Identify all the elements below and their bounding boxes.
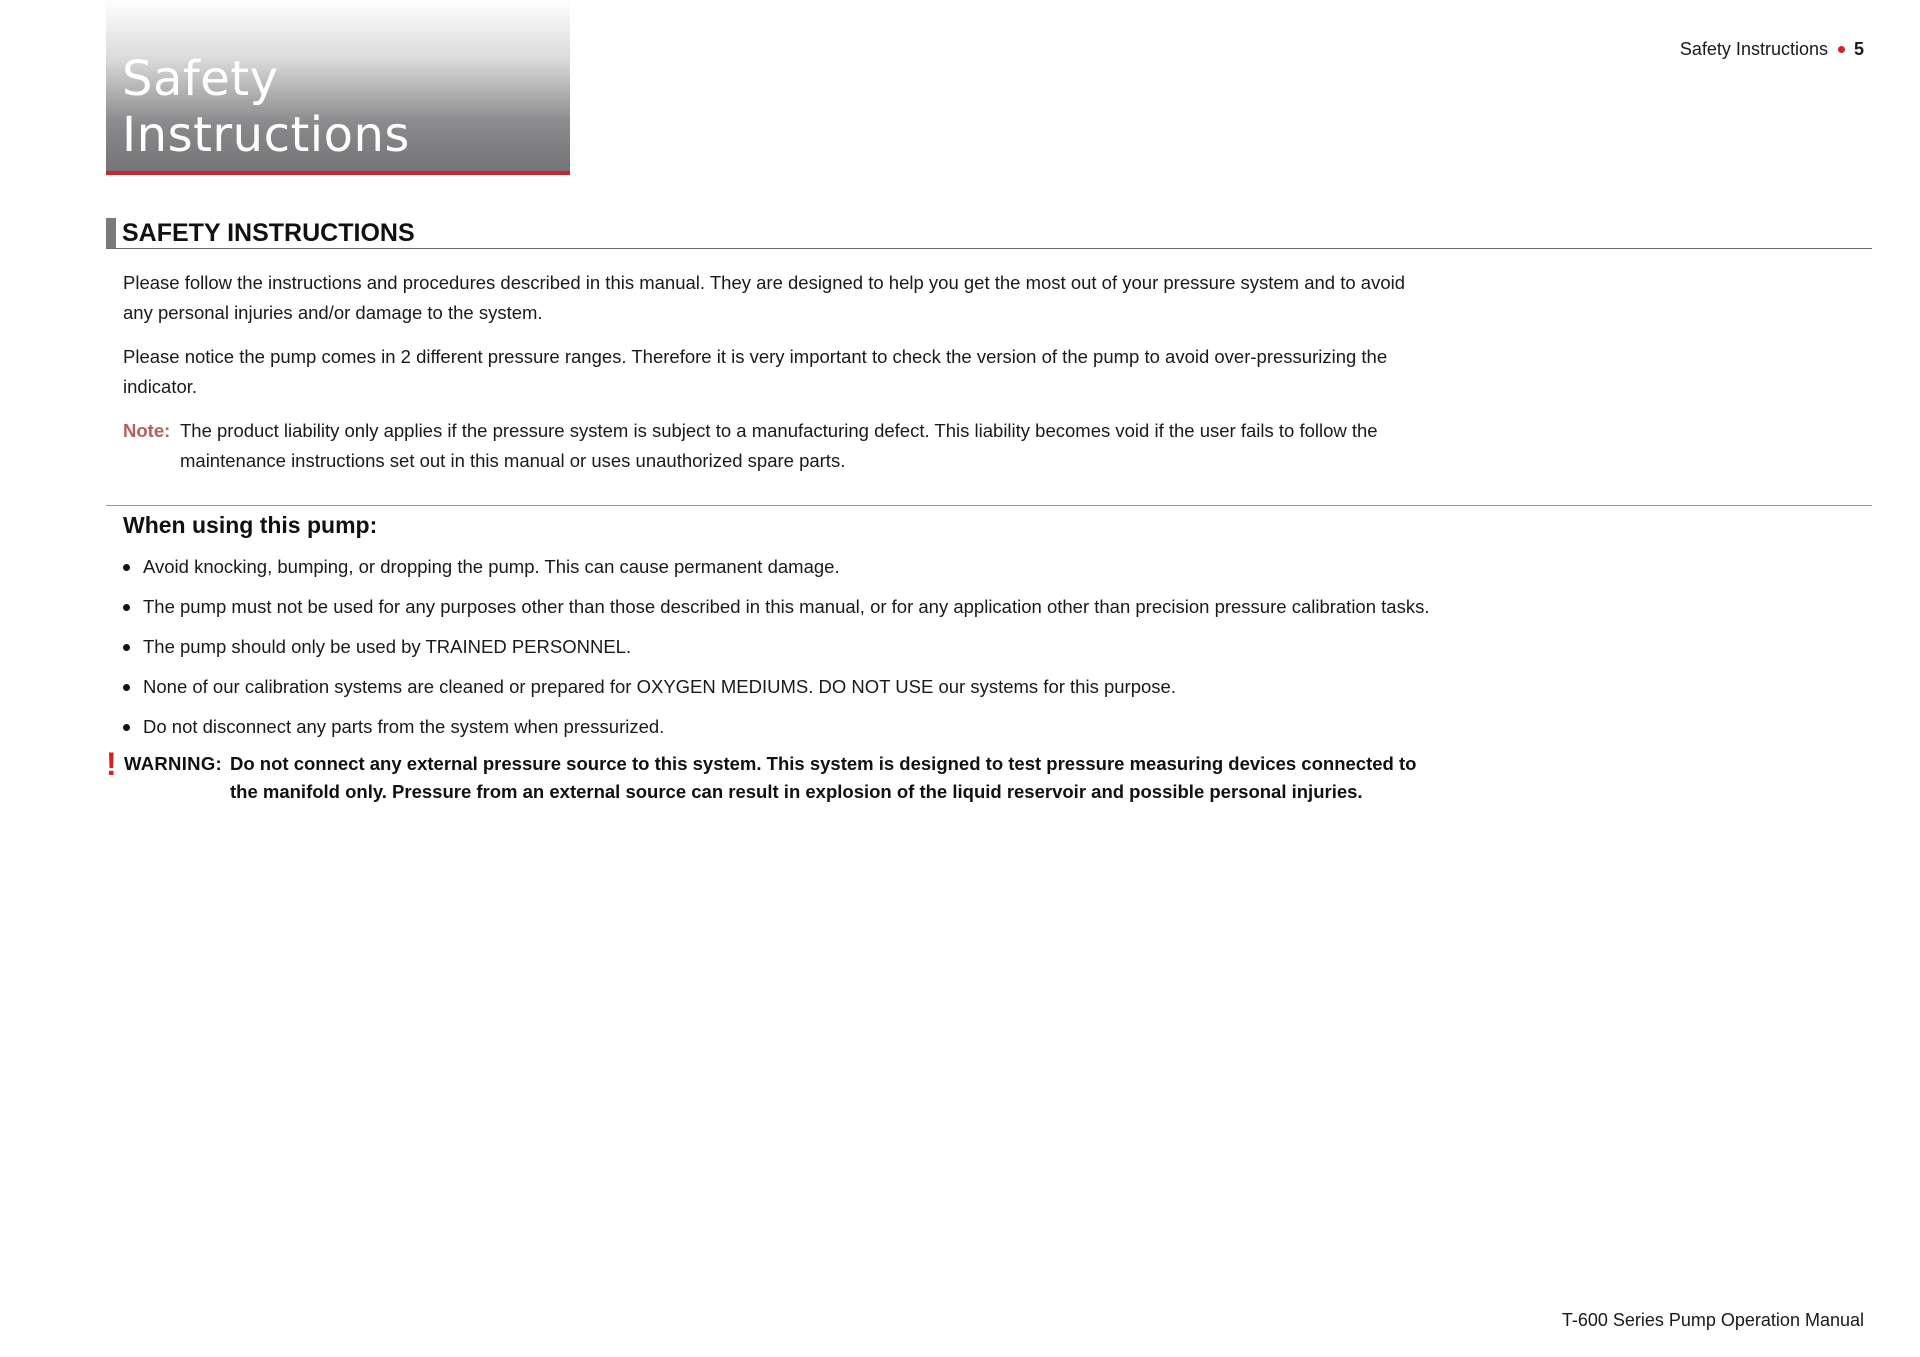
bullet-icon (123, 564, 130, 571)
bullet-icon (123, 684, 130, 691)
list-item (123, 553, 1523, 593)
section-heading-bar (106, 218, 116, 248)
list-item (123, 673, 1523, 713)
running-header (1680, 39, 1864, 60)
warning-block (106, 746, 1436, 806)
section-divider (106, 505, 1872, 506)
list-item-text: None of our calibration systems are cleaned or prepared for OXYGEN MEDIUMS. DO NOT USE our systems for this purpose. (143, 676, 1176, 697)
note-label: Note: (123, 420, 171, 441)
page-number: 5 (1853, 39, 1864, 59)
section-heading-text: SAFETY INSTRUCTIONS (122, 219, 415, 247)
list-item-text: Avoid knocking, bumping, or dropping the pump. This can cause permanent damage. (143, 556, 840, 577)
list-item-text: The pump should only be used by TRAINED PERSONNEL. (143, 636, 632, 657)
note-text: The product liability only applies if the pressure system is subject to a manufacturing defect. This liability becomes void if the user fails to follow the maintenance instructions set out in this manual or uses unauthorized spare parts. (180, 420, 1378, 471)
list-item-text: Do not disconnect any parts from the system when pressurized. (143, 716, 665, 737)
warning-text: Do not connect any external pressure source to this system. This system is designed to test pressure measuring devices connected to the manifold only. Pressure from an external source can result in explosion of the liquid reservoir and possible personal injuries. (230, 753, 1417, 802)
running-footer: T-600 Series Pump Operation Manual (1561, 1310, 1864, 1330)
exclamation-icon: ! (106, 746, 117, 782)
bullet-icon (123, 604, 130, 611)
chapter-title: Safety Instructions (122, 51, 410, 163)
note-block (123, 416, 1423, 476)
chapter-banner (106, 0, 570, 175)
usage-bullet-list (123, 553, 1523, 753)
intro-paragraph: Please follow the instructions and procedures described in this manual. They are designed to help you get the most out of your pressure system and to avoid any personal injuries and/or damage to the system. (123, 272, 1406, 323)
list-item (123, 593, 1523, 633)
running-header-section: Safety Instructions (1679, 39, 1828, 59)
bullet-dot-icon (1838, 46, 1845, 53)
warning-label: WARNING: (124, 753, 222, 774)
list-item-text: The pump must not be used for any purposes other than those described in this manual, or for any application other than precision pressure calibration tasks. (143, 596, 1430, 617)
section-heading (106, 218, 1872, 249)
bullet-icon (123, 644, 130, 651)
list-item (123, 713, 1523, 753)
pressure-range-paragraph: Please notice the pump comes in 2 different pressure ranges. Therefore it is very important to check the version of the pump to avoid over-pressurizing the indicator. (123, 346, 1388, 397)
usage-heading: When using this pump: (123, 512, 378, 538)
bullet-icon (123, 724, 130, 731)
list-item (123, 633, 1523, 673)
